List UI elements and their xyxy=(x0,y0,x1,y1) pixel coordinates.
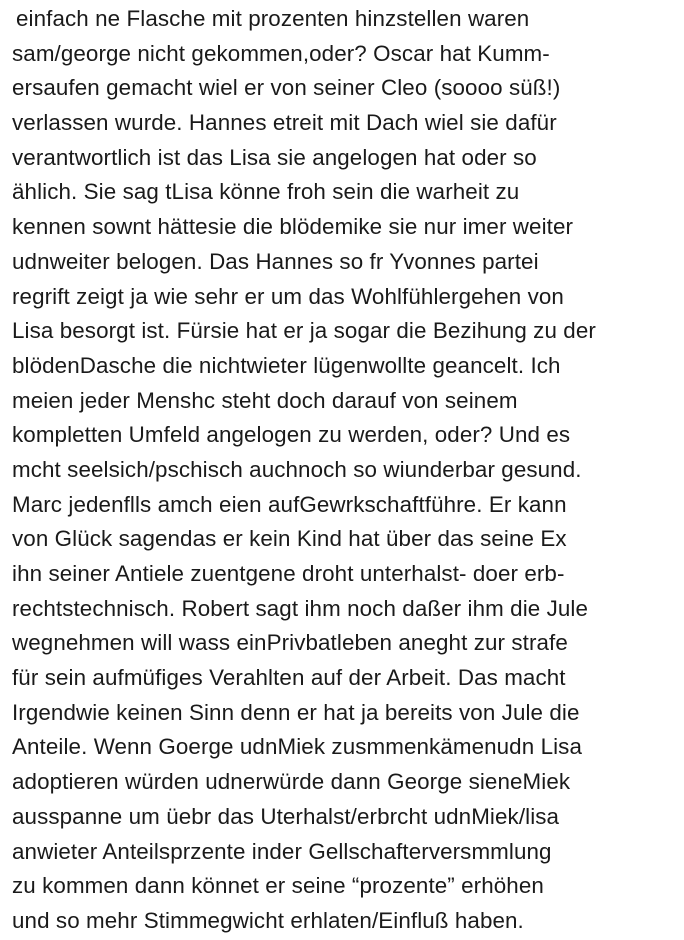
text-line: blödenDasche die nichtwieter lügenwollte geancelt. Ich xyxy=(12,352,561,378)
text-line: ersaufen gemacht wiel er von seiner Cleo (soooo süß!) xyxy=(12,75,561,101)
text-line: kompletten Umfeld angelogen zu werden, oder? Und es xyxy=(12,422,571,448)
text-line: für sein aufmüfiges Verahlten auf der Arbeit. Das macht xyxy=(12,665,566,691)
text-line: kennen sownt hättesie die blödemike sie nur imer weiter xyxy=(12,214,574,240)
text-line: anwieter Anteilsprzente inder Gellschafterversmmlung xyxy=(12,838,552,864)
text-line: regrift zeigt ja wie sehr er um das Wohlfühlergehen von xyxy=(12,283,564,309)
text-line: wegnehmen will wass einPrivbatleben aneght zur strafe xyxy=(12,630,568,656)
text-line: ausspanne um üebr das Uterhalst/erbrcht udnMiek/lisa xyxy=(12,803,560,829)
text-line: und so mehr Stimmegwicht erhlaten/Einfluß haben. xyxy=(12,907,524,933)
text-line: ihn seiner Antiele zuentgene droht unterhalst- doer erb- xyxy=(12,561,565,586)
text-line: Anteile. Wenn Goerge udnMiek zusmmenkämenudn Lisa xyxy=(12,734,582,760)
text-line: zu kommen dann könnet er seine “prozente” erhöhen xyxy=(12,873,544,899)
text-line: udnweiter belogen. Das Hannes so fr Yvonnes partei xyxy=(12,248,539,274)
text-line: sam/george nicht gekommen,oder? Oscar hat Kumm- xyxy=(12,40,550,66)
text-line: Lisa besorgt ist. Fürsie hat er ja sogar die Bezihung zu der xyxy=(12,318,596,344)
text-line: mcht seelsich/pschisch auchnoch so wiunderbar gesund. xyxy=(12,456,582,482)
text-line: rechtstechnisch. Robert sagt ihm noch daßer ihm die Jule xyxy=(12,595,589,621)
body-text xyxy=(12,2,684,939)
text-line: verantwortlich ist das Lisa sie angelogen hat oder so xyxy=(12,144,537,170)
text-line: meien jeder Menshc steht doch darauf von seinem xyxy=(12,387,518,413)
text-line: Irgendwie keinen Sinn denn er hat ja bereits von Jule die xyxy=(12,699,580,725)
text-line: verlassen wurde. Hannes etreit mit Dach wiel sie dafür xyxy=(12,110,557,136)
text-line: einfach ne Flasche mit prozenten hinzstellen waren xyxy=(16,6,530,31)
text-line: Marc jedenflls amch eien aufGewrkschaftführe. Er kann xyxy=(12,491,567,517)
text-line: adoptieren würden udnerwürde dann George sieneMiek xyxy=(12,769,571,795)
text-line: ählich. Sie sag tLisa könne froh sein die warheit zu xyxy=(12,179,520,205)
text-line: von Glück sagendas er kein Kind hat über das seine Ex xyxy=(12,526,567,552)
